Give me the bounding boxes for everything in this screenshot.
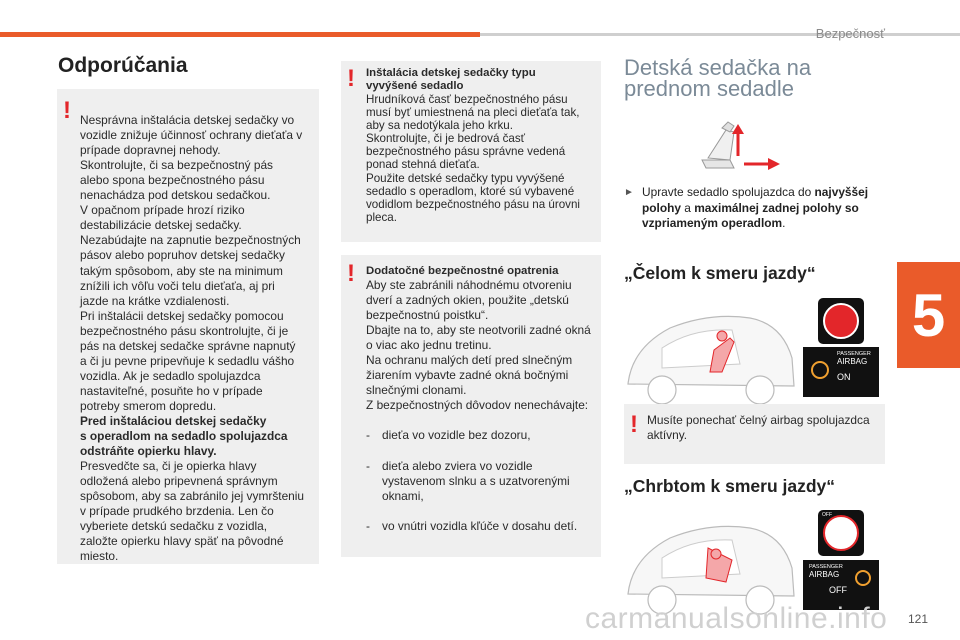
section-name: Bezpečnosť xyxy=(815,26,885,41)
booster-seat-title: Inštalácia detskej sedačky typu vyvýšené sedadlo xyxy=(366,67,536,92)
list-item: - vo vnútri vozidla kľúče v dosahu detí. xyxy=(366,519,600,534)
arrow-bullet-icon: ► xyxy=(624,187,634,198)
warning-icon: ! xyxy=(347,65,355,92)
recommendations-box xyxy=(57,89,319,564)
warning-icon: ! xyxy=(630,411,638,438)
recommendations-para1: Nesprávna inštalácia detskej sedačky vo vozidle znižuje účinnosť ochrany dieťaťa v prípade dopravnej nehody. Skontrolujte, či sa bezpečnostný pás alebo spona bezpečnostného pásu nenachádza pod detskou sedačkou. V opačnom prípade hrozí riziko destabilizácie detskej sedačky. Nezabúdajte na zapnutie bezpečnostných pásov alebo popruhov detskej sedačky takým spôsobom, aby ste na minimum znížili ich vôľu voči telu dieťaťa, aj pri jazde na krátke vzdialenosti. Pri inštalácii detskej sedačky pomocou bezpečnostného pásu skontrolujte, či je pás na detskej sedačke správne napnutý a či ju pevne pripevňuje k sedadlu vášho vozidla. Ak je sedadlo spolujazdca nastaviteľné, posuňte ho v prípade potreby smerom dopredu. xyxy=(80,113,303,413)
header-rule xyxy=(480,33,960,36)
list-item: - dieťa vo vozidle bez dozoru, xyxy=(366,428,600,443)
header-accent-bar xyxy=(0,32,480,37)
instruction-bold-2: maximálnej zadnej polohy so vzpriameným operadlom xyxy=(642,200,859,230)
seat-adjust-instruction xyxy=(624,185,884,232)
booster-seat-text: Hrudníková časť bezpečnostného pásu musí byť umiestnená na pleci dieťaťa tak, aby sa nedotýkala jeho krku. Skontrolujte, či je bedrová časť bezpečnostného pásu správne vedená ponad stehná dieťaťa. Použite detské sedačky typu vyvýšené sedadlo s operadlom, ktoré sú vybavené vodidlom bezpečnostného pásu na úrovni pleca. xyxy=(366,93,580,224)
airbag-off-icon xyxy=(855,570,871,586)
rear-facing-heading: „Chrbtom k smeru jazdy“ xyxy=(624,476,836,496)
instruction-bold-1: najvyššej polohy xyxy=(642,185,869,215)
airbag-warning-sticker xyxy=(818,298,864,344)
extra-safety-box xyxy=(341,255,601,557)
sticker-off-label: OFF xyxy=(822,512,832,518)
warning-icon: ! xyxy=(63,97,71,124)
airbag-off-icon xyxy=(811,361,829,379)
list-item: - dieťa alebo zviera vo vozidle vystavenom slnku a s uzatvorenými oknami, xyxy=(366,459,600,504)
page-title: Odporúčania xyxy=(58,54,188,77)
panel-label-2: AIRBAG xyxy=(809,570,840,579)
instruction-text-1: Upravte sedadlo spolujazdca do xyxy=(642,185,815,199)
front-seat-title: Detská sedačka na prednom sedadle xyxy=(624,55,812,101)
seat-adjust-illustration xyxy=(692,118,792,178)
panel-label-1: PASSENGER xyxy=(809,564,843,570)
recommendations-para2: Presvedčte sa, či je opierka hlavy odložená alebo pripevnená správnym spôsobom, aby sa zabránilo jej vymršteniu v prípade prudkého brzdenia. Len čo vyberiete detskú sedačku z vozidla, založte opierku hlavy späť na pôvodné miesto. xyxy=(80,459,305,564)
panel-label-1: PASSENGER xyxy=(837,351,871,357)
page-number: 121 xyxy=(908,612,929,626)
airbag-note-text: Musíte ponechať čelný airbag spolujazdca aktívny. xyxy=(647,413,870,443)
passenger-airbag-on-panel xyxy=(803,347,879,397)
recommendations-bold: Pred inštaláciou detskej sedačky s operadlom na sedadlo spolujazdca odstráňte opierku hlavy. xyxy=(80,413,288,459)
warning-icon: ! xyxy=(347,260,355,287)
extra-safety-text: Aby ste zabránili náhodnému otvoreniu dverí a zadných okien, použite „detskú bezpečnostnú poistku“. Dbajte na to, aby ste neotvorili zadné okná o viac ako jednu tretinu. Na ochranu malých detí pred slnečným žiarením vybavte zadné okná bočnými slnečnými clonami. Z bezpečnostných dôvodov nenechávajte: xyxy=(366,278,591,413)
panel-state: OFF xyxy=(829,585,847,595)
instruction-text-3: . xyxy=(782,216,786,230)
panel-state: ON xyxy=(837,372,851,382)
extra-safety-title: Dodatočné bezpečnostné opatrenia xyxy=(366,265,559,277)
panel-label-2: AIRBAG xyxy=(837,357,868,366)
recommendations-text xyxy=(80,98,318,564)
forward-facing-car-illustration xyxy=(622,298,800,410)
chapter-tab: 5 xyxy=(897,262,960,368)
watermark: carmanualsonline.info xyxy=(585,602,888,635)
instruction-text-2: a xyxy=(680,200,695,215)
extra-safety-list xyxy=(366,413,600,548)
booster-seat-box xyxy=(341,61,601,242)
airbag-off-sticker xyxy=(818,510,864,556)
forward-facing-heading: „Čelom k smeru jazdy“ xyxy=(624,263,816,283)
airbag-note-box xyxy=(624,404,885,464)
